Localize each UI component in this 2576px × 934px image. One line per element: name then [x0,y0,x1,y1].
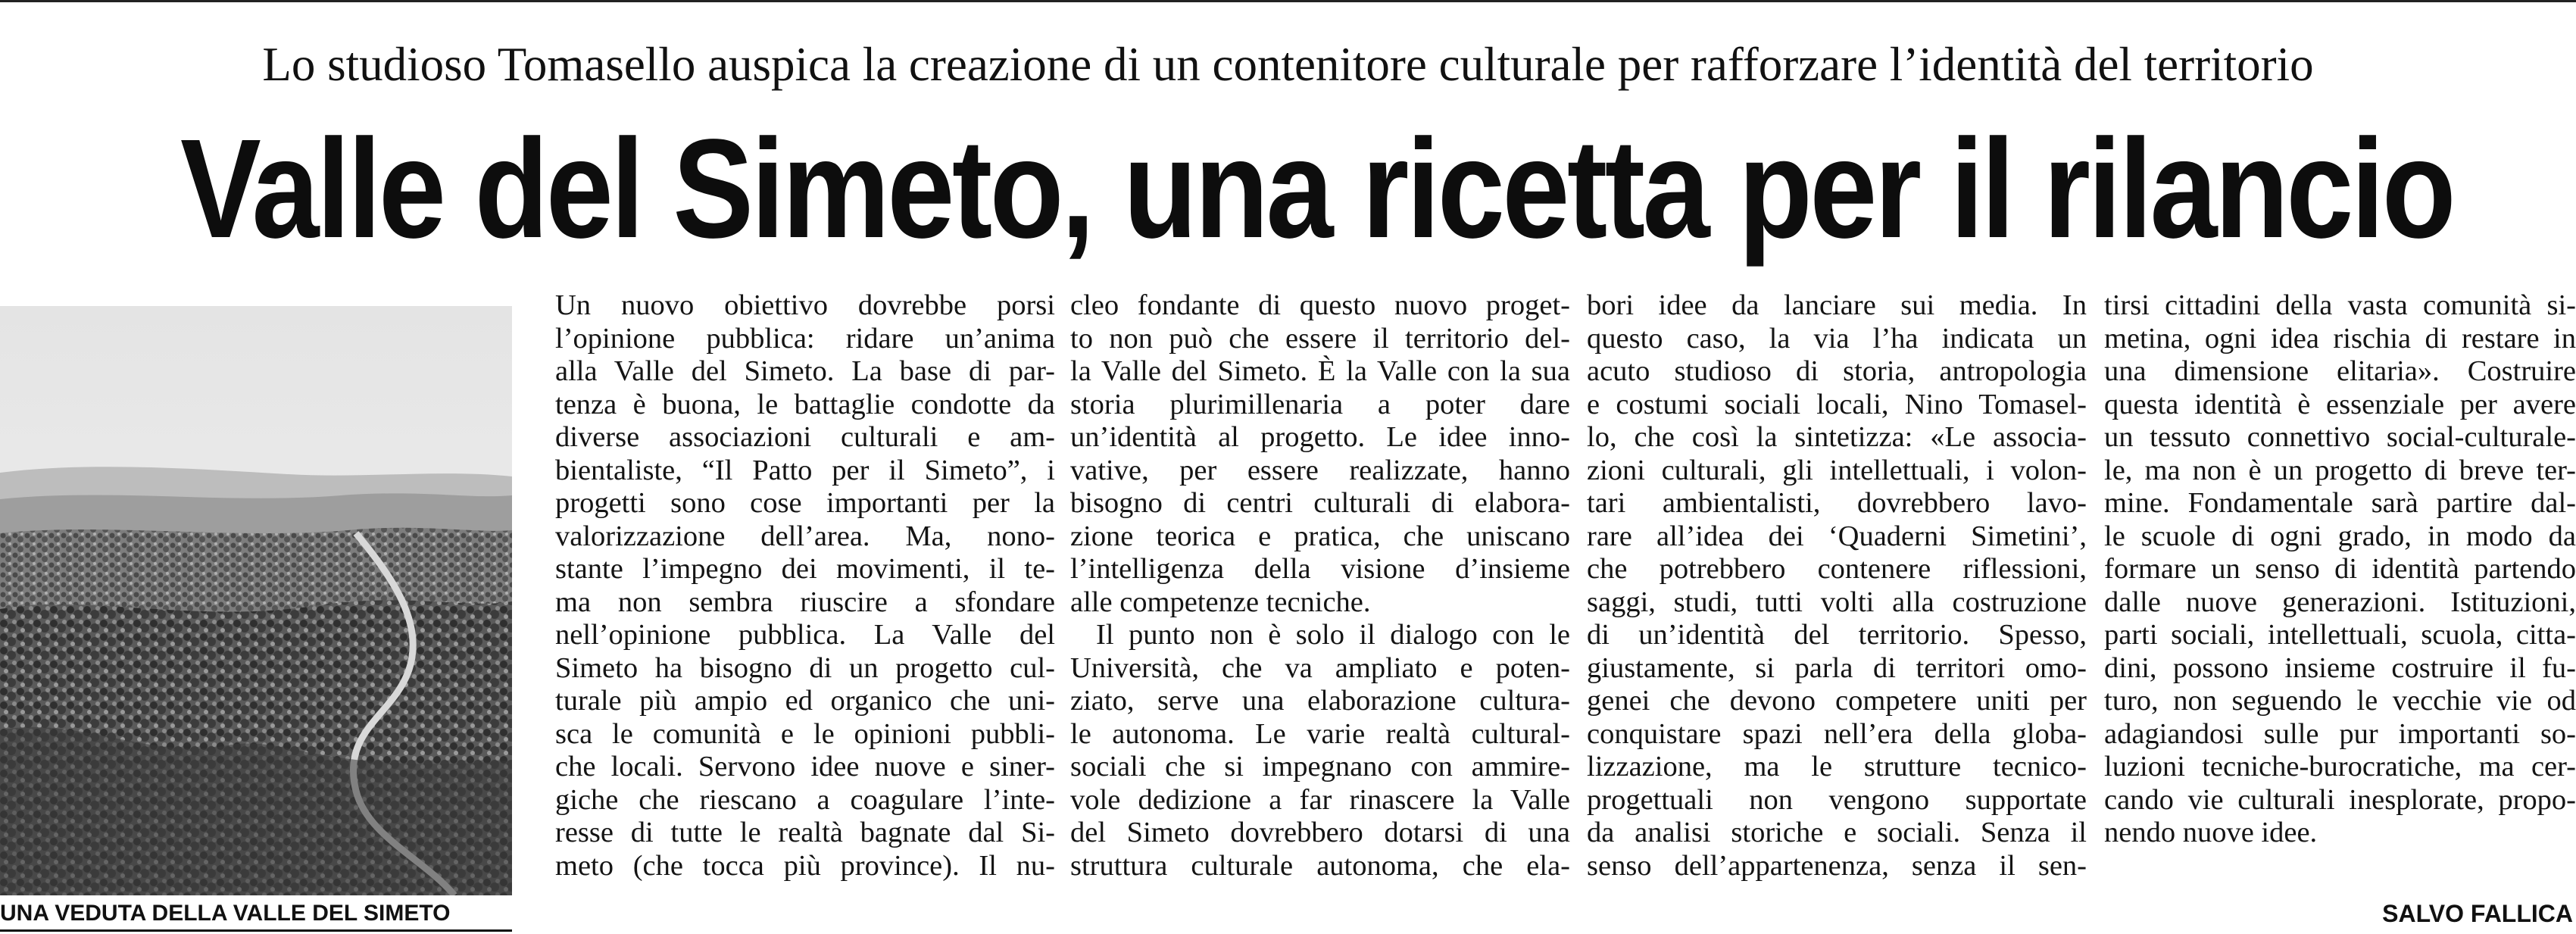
photo-caption: UNA VEDUTA DELLA VALLE DEL SIMETO [0,898,512,932]
valley-photo [0,306,512,895]
text-line: le autonoma. Le varie realtà cultural- [1070,717,1570,750]
text-column-3 [1587,289,2087,882]
text-line: zioni culturali, gli intellettuali, i volon- [1587,454,2087,486]
text-line: storia plurimillenaria a poter dare [1070,388,1570,420]
text-line: ziato, serve una elaborazione cultura- [1070,685,1570,717]
text-line: una dimensione elitaria». Costruire [2104,355,2576,387]
text-line: progetti sono cose importanti per la [555,487,1055,519]
text-line: che locali. Servono idee nuove e siner- [555,751,1055,782]
text-line: le, ma non è un progetto di breve ter- [2104,454,2576,486]
text-line: che potrebbero contenere riflessioni, [1587,553,2087,585]
text-line: vative, per essere realizzate, hanno [1070,454,1570,486]
text-line: Simeto ha bisogno di un progetto cul- [555,651,1055,684]
text-line: di un’identità del territorio. Spesso, [1587,619,2087,651]
text-line: bori idee da lanciare sui media. In [1587,289,2087,321]
text-line: l’intelligenza della visione d’insieme [1070,553,1570,585]
text-line: turo, non seguendo le vecchie vie od [2104,685,2576,717]
text-column-1 [555,289,1055,882]
text-line: vole dedizione a far rinascere la Valle [1070,783,1570,816]
headline: Valle del Simeto, una ricetta per il rilancio [180,111,2454,267]
text-line: conquistare spazi nell’era della globa- [1587,717,2087,750]
text-line: Un nuovo obiettivo dovrebbe porsi [555,289,1055,321]
text-line: alla Valle del Simeto. La base di par- [555,355,1055,387]
text-line: Università, che va ampliato e poten- [1070,651,1570,684]
text-line: del Simeto dovrebbero dotarsi di una [1070,817,1570,848]
text-line: giustamente, si parla di territori omo- [1587,651,2087,684]
text-line: lo, che così la sintetizza: «Le associa- [1587,421,2087,453]
top-rule [0,0,2576,2]
text-line: nell’opinione pubblica. La Valle del [555,619,1055,651]
text-line: valorizzazione dell’area. Ma, nono- [555,520,1055,552]
text-line: mine. Fondamentale sarà partire dal- [2104,487,2576,519]
text-line: formare un senso di identità partendo [2104,553,2576,585]
byline: SALVO FALLICA [2382,900,2573,927]
text-line: stante l’impegno dei movimenti, il te- [555,553,1055,585]
text-line: meto (che tocca più province). Il nu- [555,849,1055,882]
text-line: questa identità è essenziale per avere [2104,388,2576,420]
text-line: un tessuto connettivo social-culturale- [2104,421,2576,453]
text-line: cando vie culturali inesplorate, propo- [2104,783,2576,816]
kicker: Lo studioso Tomasello auspica la creazione di un contenitore culturale per rafforzare l’identità del territorio [262,38,2314,91]
text-line: saggi, studi, tutti volti alla costruzione [1587,586,2087,618]
text-line: struttura culturale autonoma, che ela- [1070,849,1570,882]
text-line: dini, possono insieme costruire il fu- [2104,651,2576,684]
text-line: genei che devono competere uniti per [1587,685,2087,717]
text-line: rare all’idea dei ‘Quaderni Simetini’, [1587,520,2087,552]
text-line: nendo nuove idee. [2104,817,2318,848]
text-line: bisogno di centri culturali di elabora- [1070,487,1570,519]
text-line: tirsi cittadini della vasta comunità si- [2104,289,2576,321]
text-line: progettuali non vengono supportate [1587,783,2087,816]
text-line: zione teorica e pratica, che uniscano [1070,520,1570,552]
text-line: luzioni tecniche-burocratiche, ma cer- [2104,751,2576,782]
text-line: diverse associazioni culturali e am- [555,421,1055,453]
text-line: tari ambientalisti, dovrebbero lavo- [1587,487,2087,519]
text-line: senso dell’appartenenza, senza il sen- [1587,849,2087,882]
text-line: dalle nuove generazioni. Istituzioni, [2104,586,2576,618]
text-line: bientaliste, “Il Patto per il Simeto”, i [555,454,1055,486]
text-line: da analisi storiche e sociali. Senza il [1587,817,2087,848]
text-line: le scuole di ogni grado, in modo da [2104,520,2576,552]
text-line: parti sociali, intellettuali, scuola, citta- [2104,619,2576,651]
text-line: un’identità al progetto. Le idee inno- [1070,421,1570,453]
text-line: metina, ogni idea rischia di restare in [2104,322,2576,355]
text-line: la Valle del Simeto. È la Valle con la sua [1070,355,1570,387]
text-line: acuto studioso di storia, antropologia [1587,355,2087,387]
text-column-4 [2104,289,2576,850]
text-line: tenza è buona, le battaglie condotte da [555,388,1055,420]
text-line: e costumi sociali locali, Nino Tomasel- [1587,388,2087,420]
text-line: turale più ampio ed organico che uni- [555,685,1055,717]
text-line: to non può che essere il territorio del- [1070,322,1570,355]
text-line: adagiandosi sulle pur importanti so- [2104,717,2576,750]
text-column-2 [1070,289,1570,882]
text-line: sca le comunità e le opinioni pubbli- [555,717,1055,750]
text-line: alle competenze tecniche. [1070,586,1371,618]
text-line: questo caso, la via l’ha indicata un [1587,322,2087,355]
text-line: giche che riescano a coagulare l’inte- [555,783,1055,816]
text-line: l’opinione pubblica: ridare un’anima [555,322,1055,355]
text-line: sociali che si impegnano con ammire- [1070,751,1570,782]
text-line: lizzazione, ma le strutture tecnico- [1587,751,2087,782]
text-line: resse di tutte le realtà bagnate dal Si- [555,817,1055,848]
text-line: ma non sembra riuscire a sfondare [555,586,1055,618]
text-line: cleo fondante di questo nuovo proget- [1070,289,1570,321]
text-line: Il punto non è solo il dialogo con le [1096,619,1570,651]
